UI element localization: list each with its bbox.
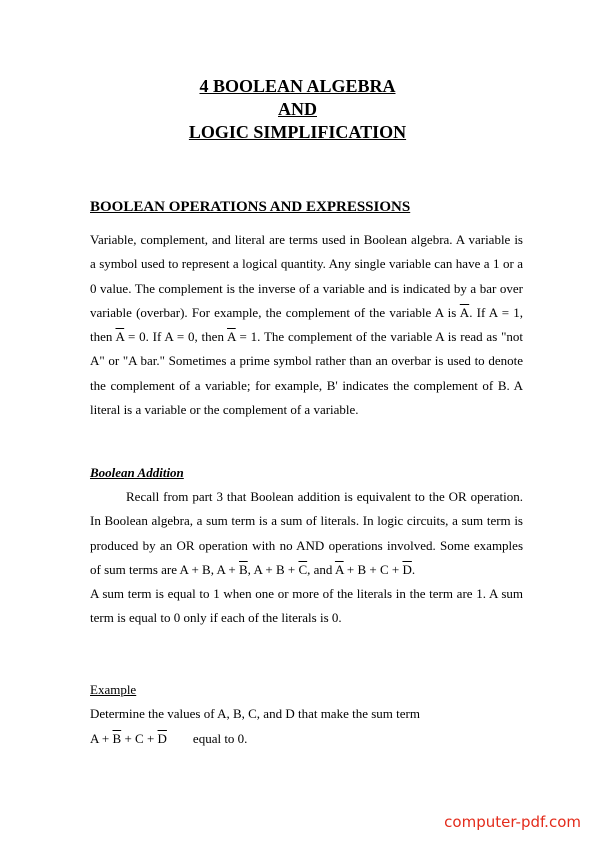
text-run: Variable, complement, and literal are terms used in Boolean algebra. A variable is a symbol used to represent a logical quantity. Any single variable can have a 1 or a 0 value. The complement is the inverse of a variable and is indicated by a bar over variable (overbar). For example, the complement of the variable A is: [90, 232, 523, 320]
text-run: . If A = 1, then: [90, 304, 523, 345]
boolean-addition-heading: Boolean Addition: [90, 465, 184, 480]
text-run: A +: [90, 731, 113, 746]
text-run: = 1. The complement of the variable A is read as "not A" or "A bar." Sometimes a prime symbol rather than an overbar is used to denote the complement of a variable; for example, B' indicates the complement of B. A literal is a variable or the complement of a variable.: [90, 329, 523, 418]
example-expression: [90, 730, 247, 748]
watermark: computer-pdf.com: [444, 813, 581, 831]
overbar-literal: $\overline{B}$: [112, 731, 122, 746]
overbar-literal: $\overline{A}$: [459, 304, 470, 320]
text-run: , and: [307, 561, 335, 577]
text-run: equal to 0.: [192, 731, 248, 746]
overbar-literal: $\overline{A}$: [334, 561, 344, 577]
text-run: Recall from part 3 that Boolean addition is equivalent to the OR operation. In Boolean algebra, a sum term is a sum of literals. In logic circuits, a sum term is produced by an OR operation with no AND operations involved. Some examples of sum terms are A + B, A +: [90, 489, 523, 577]
addition-paragraph: [90, 485, 523, 631]
example-text: Determine the values of A, B, C, and D that make the sum term: [90, 706, 420, 721]
overbar-literal: $\overline{B}$: [239, 561, 248, 577]
text-run: + C +: [121, 731, 158, 746]
overbar-literal: $\overline{C}$: [298, 561, 308, 577]
example-heading: Example: [90, 682, 137, 697]
chapter-title-line3: LOGIC SIMPLIFICATION: [188, 122, 407, 142]
section-heading: BOOLEAN OPERATIONS AND EXPRESSIONS: [90, 199, 411, 215]
text-run: , A + B +: [247, 561, 299, 577]
intro-paragraph: [90, 228, 523, 422]
overbar-literal: $\overline{D}$: [157, 731, 167, 746]
text-run: = 0. If A = 0, then: [124, 329, 228, 345]
text-run: + B + C +: [343, 561, 403, 577]
overbar-literal: $\overline{A}$: [115, 329, 125, 345]
chapter-title-line2: AND: [278, 99, 317, 119]
chapter-title-line1: 4 BOOLEAN ALGEBRA: [199, 76, 396, 96]
text-run: .: [411, 561, 416, 577]
overbar-literal: $\overline{D}$: [402, 561, 412, 577]
overbar-literal: $\overline{A}$: [227, 329, 236, 345]
sum-term-rule: A sum term is equal to 1 when one or more of the literals in the term are 1. A sum term is equal to 0 only if each of the literals is 0.: [90, 586, 523, 626]
